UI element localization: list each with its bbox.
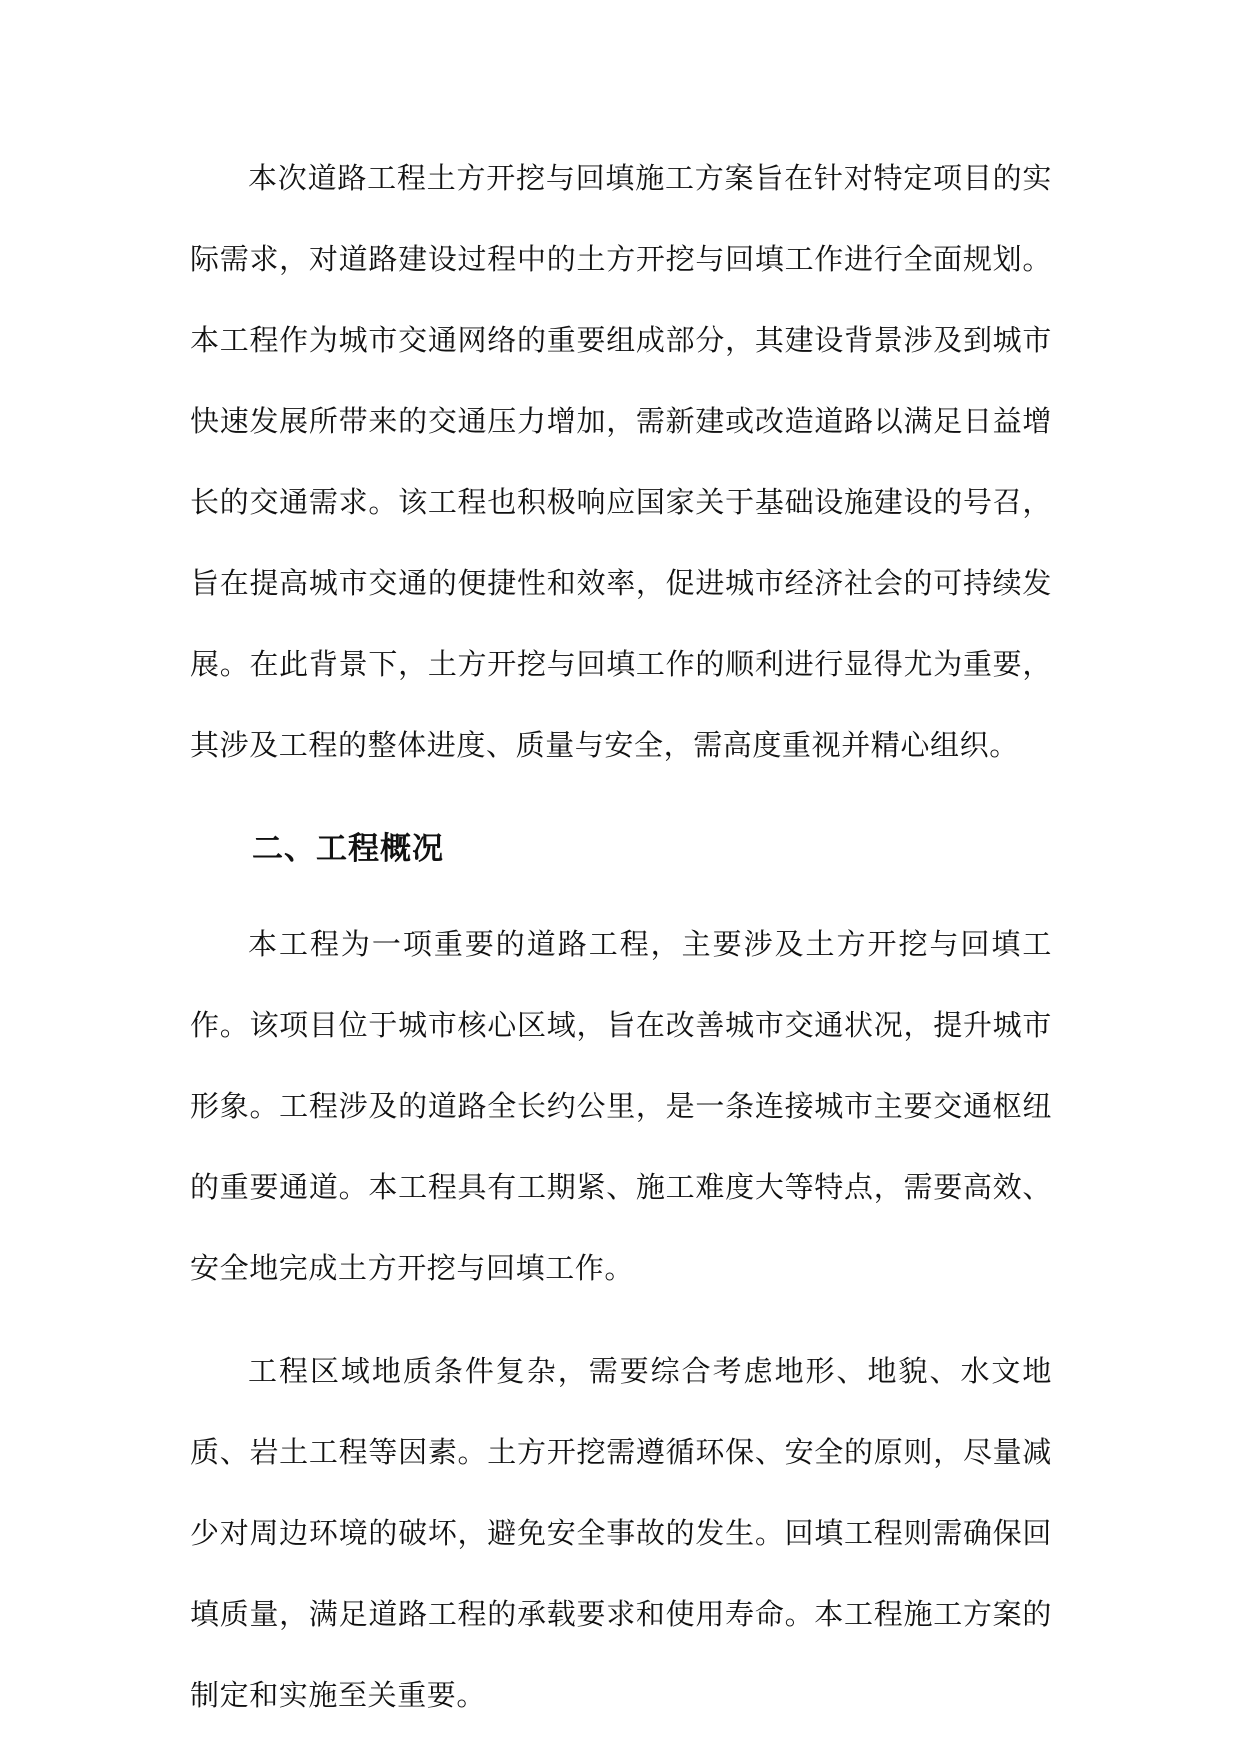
section-heading: 二、工程概况 [252, 831, 444, 867]
document-body [190, 138, 1052, 1736]
paragraph-spacer [190, 1309, 1052, 1331]
intro-paragraph: 本次道路工程土方开挖与回填施工方案旨在针对特定项目的实际需求，对道路建设过程中的土方开挖与回填工作进行全面规划。本工程作为城市交通网络的重要组成部分，其建设背景涉及到城市快速发展所带来的交通压力增加，需新建或改造道路以满足日益增长的交通需求。该工程也积极响应国家关于基础设施建设的号召，旨在提高城市交通的便捷性和效率，促进城市经济社会的可持续发展。在此背景下，土方开挖与回填工作的顺利进行显得尤为重要，其涉及工程的整体进度、质量与安全，需高度重视并精心组织。 [190, 161, 1052, 762]
overview-paragraph-2: 工程区域地质条件复杂，需要综合考虑地形、地貌、水文地质、岩土工程等因素。土方开挖需遵循环保、安全的原则，尽量减少对周边环境的破坏，避免安全事故的发生。回填工程则需确保回填质量，满足道路工程的承载要求和使用寿命。本工程施工方案的制定和实施至关重要。 [190, 1354, 1052, 1712]
overview-paragraph-1: 本工程为一项重要的道路工程，主要涉及土方开挖与回填工作。该项目位于城市核心区域，旨在改善城市交通状况，提升城市形象。工程涉及的道路全长约公里，是一条连接城市主要交通枢纽的重要通道。本工程具有工期紧、施工难度大等特点，需要高效、安全地完成土方开挖与回填工作。 [190, 927, 1052, 1285]
